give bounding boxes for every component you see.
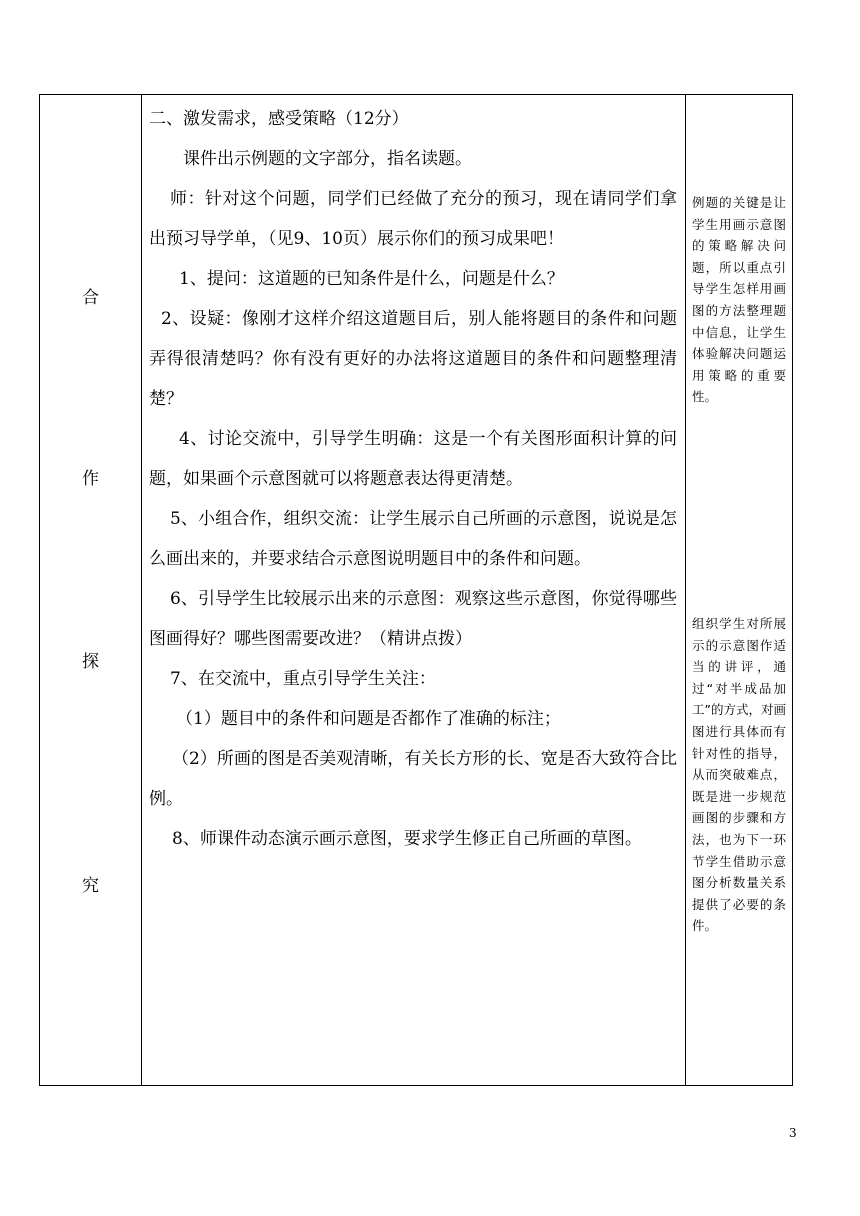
paragraph-3: 1、提问：这道题的已知条件是什么，问题是什么？ <box>179 269 564 289</box>
stage-label-char-3: 探 <box>82 652 99 672</box>
paragraph-11: 8、师课件动态演示画示意图，要求学生修正自己所画的草图。 <box>172 829 642 849</box>
page-number: 3 <box>789 1126 797 1140</box>
paragraph-5: 4、讨论交流中，引导学生明确：这是一个有关图形面积计算的问题，如果画个示意图就可以将题意表达得更清楚。 <box>149 429 677 489</box>
paragraph-7: 6、引导学生比较展示出来的示意图：观察这些示意图，你觉得哪些图画得好？哪些图需要改进？（精讲点拨） <box>149 589 677 649</box>
section-heading: 二、激发需求，感受策略（12分） <box>149 109 409 129</box>
paragraph-9: （1）题目中的条件和问题是否都作了准确的标注； <box>176 709 561 729</box>
paragraph-10: （2）所画的图是否美观清晰，有关长方形的长、宽是否大致符合比例。 <box>149 749 677 809</box>
teaching-process-content <box>149 99 677 859</box>
paragraph-4: 2、设疑：像刚才这样介绍这道题目后，别人能将题目的条件和问题弄得很清楚吗？你有没有更好的办法将这道题目的条件和问题整理清楚？ <box>149 309 677 409</box>
paragraph-8: 7、在交流中，重点引导学生关注： <box>170 669 436 689</box>
paragraph-6: 5、小组合作，组织交流：让学生展示自己所画的示意图，说说是怎么画出来的，并要求结合示意图说明题目中的条件和问题。 <box>149 509 677 569</box>
lesson-plan-table <box>39 94 793 1086</box>
design-note-1: 例题的关键是让学生用画示意图的策略解决问题，所以重点引导学生怎样用画图的方法整理题中信息，让学生体验解决问题运用策略的重要性。 <box>692 195 786 405</box>
stage-label-char-1: 合 <box>82 288 99 308</box>
stage-label-char-4: 究 <box>82 876 99 896</box>
paragraph-2: 师：针对这个问题，同学们已经做了充分的预习，现在请同学们拿出预习导学单，（见9、10页）展示你们的预习成果吧！ <box>149 189 677 249</box>
stage-label-char-2: 作 <box>82 469 99 489</box>
column-divider-right <box>685 95 686 1085</box>
design-note-2: 组织学生对所展示的示意图作适当的讲评，通过“对半成品加工”的方式，对画图进行具体而有针对性的指导，从而突破难点，既是进一步规范画图的步骤和方法，也为下一环节学生借助示意图分析数量关系提供了必要的条件。 <box>692 616 786 934</box>
column-divider-left <box>141 95 142 1085</box>
paragraph-1: 课件出示例题的文字部分，指名读题。 <box>183 149 472 169</box>
